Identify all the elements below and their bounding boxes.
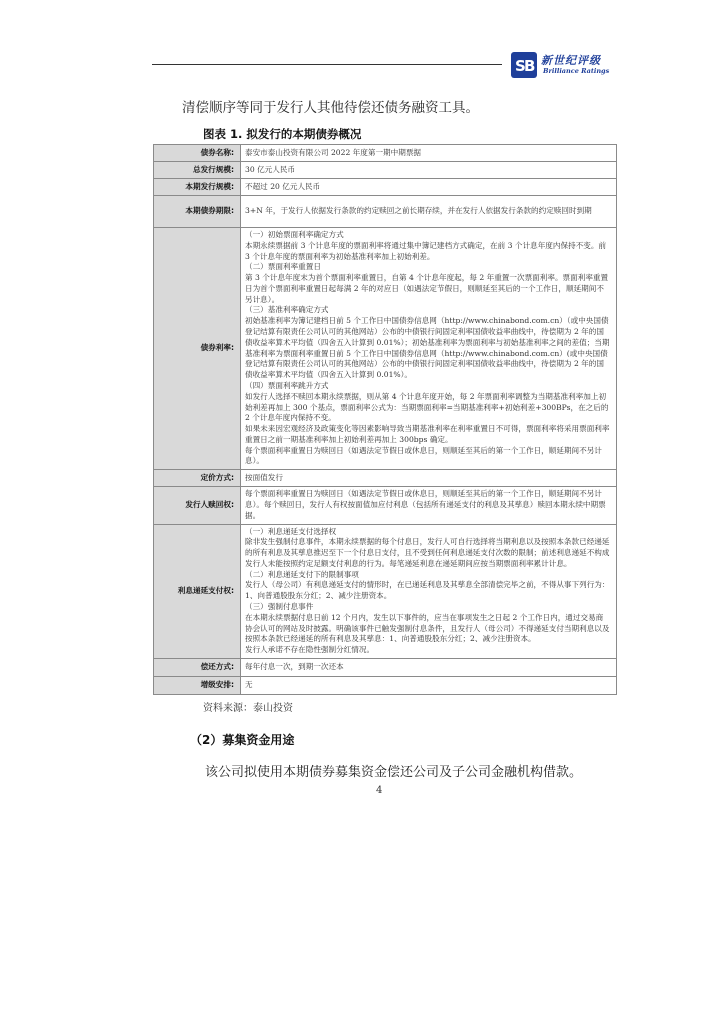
source-note: 资料来源：泰山投资: [203, 703, 293, 714]
row-value-paragraph: 第 3 个计息年度末为首个票面利率重置日，自第 4 个计息年度起，每 2 年重置一次票面利率。票面利率重置日为首个票面利率重置日起每满 2 年的对应日（如遇法定节假日，则顺延至其后的一个工作日，顺延期间不另计息）。: [245, 273, 609, 304]
row-value: [241, 676, 617, 694]
row-value-paragraph: 每个票面利率重置日为赎回日（如遇法定节假日或休息日，则顺延至其后的第一个工作日，顺延期间不另计息）。: [245, 445, 602, 466]
row-value-paragraph: 在本期永续票据付息日前 12 个月内，发生以下事件的，应当在事项发生之日起 2 个工作日内，通过交易商协会认可的网站及时披露。明确该事件已触发强制付息条件，且发行人（母公司）不得递延支付当期利息以及按照本条款已经递延的所有利息及其孳息：1、向普通股股东分红；2、减少注册资本。: [245, 612, 610, 644]
row-label: 定价方式:: [154, 470, 241, 487]
row-value: [241, 470, 617, 487]
row-value-paragraph: 30 亿元人民币: [245, 164, 296, 174]
row-value-paragraph: （三）强制付息事件: [245, 602, 314, 611]
row-value-paragraph: 除非发生强制付息事件，本期永续票据的每个付息日，发行人可自行选择将当期利息以及按照本条款已经递延的所有利息及其孳息推迟至下一个付息日支付，且不受到任何利息递延支付次数的限制；前述利息递延不构成发行人未能按照约定足额支付利息的行为。每笔递延利息在递延期间应按当期票面利率累计计息。: [245, 537, 610, 568]
row-label: 利息递延支付权:: [154, 524, 241, 658]
row-value: [241, 196, 617, 228]
table-row: [154, 145, 617, 162]
table-row: [154, 228, 617, 470]
table-row: [154, 470, 617, 487]
table-row: [154, 524, 617, 658]
row-value-paragraph: 如发行人选择不赎回本期永续票据，则从第 4 个计息年度开始，每 2 年票面利率调整为当期基准利率加上初始利差再加上 300 个基点，票面利率公式为：当期票面利率=当期基准利率+初始利差+300BPs，在之后的 2 个计息年度内保持不变。: [245, 391, 609, 423]
row-value: [241, 487, 617, 524]
table-caption: 图表 1. 拟发行的本期债券概况: [203, 127, 362, 141]
row-value: [241, 228, 617, 470]
row-value-paragraph: 本期永续票据前 3 个计息年度的票面利率将通过集中簿记建档方式确定，在前 3 个计息年度内保持不变。前 3 个计息年度的票面利率为初始基准利率加上初始利差。: [245, 240, 607, 261]
row-value-paragraph: （二）利息递延支付下的限制事项: [245, 569, 359, 579]
bond-overview-table: [153, 144, 617, 695]
logo-english-name: Brilliance Ratings: [543, 67, 610, 75]
row-value-paragraph: （二）票面利率重置日: [245, 262, 321, 272]
table-row: [154, 487, 617, 524]
row-value: [241, 179, 617, 196]
row-label: 偿还方式:: [154, 658, 241, 676]
row-value-paragraph: 泰安市泰山投资有限公司 2022 年度第一期中期票据: [245, 147, 422, 157]
row-label: 发行人赎回权:: [154, 487, 241, 524]
table-row: [154, 676, 617, 694]
header-rule: [152, 64, 502, 65]
row-value-paragraph: 不超过 20 亿元人民币: [245, 181, 321, 191]
row-label: 本期债券期限:: [154, 196, 241, 228]
table-row: [154, 196, 617, 228]
row-value-paragraph: 按面值发行: [245, 472, 283, 482]
section-heading: （2）募集资金用途: [190, 733, 295, 747]
row-value-paragraph: 初始基准利率为簿记建档日前 5 个工作日中国债券信息网（http://www.chinabond.com.cn）（或中央国债登记结算有限责任公司认可的其他网站）公布的中债银行间固定利率国债收益率曲线中，待偿期为 2 年的国债收益率算术平均值（四舍五入计算到 0.01%）；初始基准利率为票面利率与初始基准利率之间的差值；当期基准利率为票面利率重置日前 5 个工作日中国债券信息网（http://www.chinabond.com.cn）(或中央国债登记结算有限责任公司认可的其他网站）公布的中债银行间固定利率国债收益率曲线中，待偿期为 2 年的国债收益率算术平均值（四舍五入计算到 0.01%）。: [245, 316, 610, 380]
row-value-paragraph: 3+N 年，于发行人依据发行条款的约定赎回之前长期存续，并在发行人依据发行条款的约定赎回时到期: [245, 206, 592, 216]
row-label: 增级安排:: [154, 676, 241, 694]
table-row: [154, 162, 617, 179]
intro-paragraph: 清偿顺序等同于发行人其他待偿还债务融资工具。: [182, 100, 479, 116]
row-value-paragraph: 无: [245, 680, 253, 690]
row-label: 总发行规模:: [154, 162, 241, 179]
row-value: [241, 162, 617, 179]
logo-mark-icon: [511, 52, 537, 78]
body-paragraph: 该公司拟使用本期债券募集资金偿还公司及子公司金融机构借款。: [205, 765, 583, 780]
logo-chinese-name: 新世纪评级: [541, 54, 601, 67]
svg-text:S: S: [515, 57, 526, 75]
table-row: [154, 658, 617, 676]
row-value-paragraph: （一）利息递延支付选择权: [245, 526, 337, 536]
page-number: 4: [376, 785, 383, 796]
row-label: 债券名称:: [154, 145, 241, 162]
row-value-paragraph: 发行人（母公司）有利息递延支付的情形时，在已递延利息及其孳息全部清偿完毕之前，不得从事下列行为：1、向普通股股东分红；2、减少注册资本。: [245, 580, 610, 601]
svg-text:B: B: [524, 57, 536, 75]
table-row: [154, 179, 617, 196]
row-label: 债券利率:: [154, 228, 241, 470]
row-value-paragraph: （三）基准利率确定方式: [245, 305, 329, 315]
row-value-paragraph: 每年付息一次，到期一次还本: [245, 662, 344, 672]
row-value-paragraph: 发行人承诺不存在隐性强制分红情况。: [245, 645, 375, 655]
row-value-paragraph: （一）初始票面利率确定方式: [245, 230, 344, 239]
company-logo: [511, 52, 621, 82]
row-value: [241, 658, 617, 676]
row-label: 本期发行规模:: [154, 179, 241, 196]
row-value: [241, 145, 617, 162]
row-value-paragraph: 如果未来因宏观经济及政策变化等因素影响导致当期基准利率在利率重置日不可得，票面利率将采用票面利率重置日之前一期基准利率加上初始利差再加上 300bps 确定。: [245, 424, 610, 444]
row-value-paragraph: 每个票面利率重置日为赎回日（如遇法定节假日或休息日，则顺延至其后的第一个工作日，顺延期间不另计息）。每个赎回日，发行人有权按面值加应付利息（包括所有递延支付的利息及其孳息）赎回本期永续中期票据。: [245, 489, 606, 520]
row-value-paragraph: （四）票面利率跳升方式: [245, 380, 329, 390]
row-value: [241, 524, 617, 658]
